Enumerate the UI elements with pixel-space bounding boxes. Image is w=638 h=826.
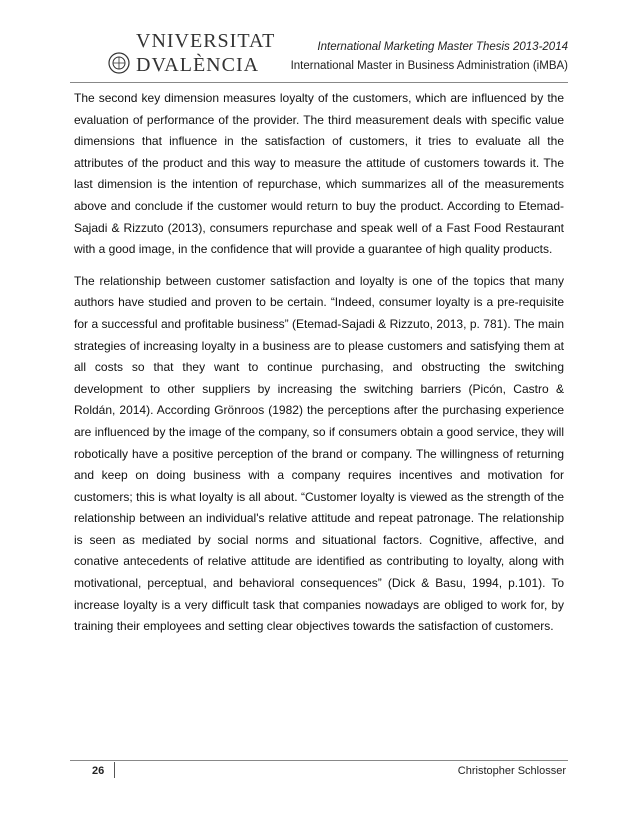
thesis-title: International Marketing Master Thesis 2013-2014 [317,41,568,53]
logo-line-1: VNIVERSITAT [136,30,276,52]
paragraph: The second key dimension measures loyalty of the customers, which are influenced by the evaluation of performance of the provider. The third measurement deals with specific value dimensions that influence in the satisfaction of customers, it tries to evaluate all the attributes of the product and this way to measure the attitude of customers towards it. The last dimension is the intention of repurchase, which summarizes all of the measurements above and conclude if the customer would return to buy the product. According to Etemad-Sajadi & Rizzuto (2013), consumers repurchase and speak well of a Fast Food Restaurant with a good image, in the confidence that will provide a guarantee of high quality products. [74,91,564,257]
program-name: International Master in Business Administration (iMBA) [290,60,568,72]
document-body [74,88,564,648]
author-name: Christopher Schlosser [457,765,566,777]
footer-divider [70,760,568,761]
logo-line-2: DVALÈNCIA [136,54,260,76]
footer-separator [114,762,115,778]
paragraph: The relationship between customer satisfaction and loyalty is one of the topics that many authors have studied and proven to be certain. “Indeed, consumer loyalty is a pre-requisite for a successful and profitable business” (Etemad-Sajadi & Rizzuto, 2013, p. 781). The main strategies of increasing loyalty in a business are to please customers and satisfying them at all costs so that they want to continue purchasing, and obstructing the switching development to other suppliers by increasing the switching barriers (Picón, Castro & Roldán, 2014). According Grönroos (1982) the perceptions after the purchasing experience are influenced by the image of the company, so if consumers obtain a good service, they will robotically have a positive perception of the brand or company. The willingness of returning and keep on doing business with a company requires incentives and motivation for customers; this is what loyalty is all about. “Customer loyalty is viewed as the strength of the relationship between an individual's relative attitude and repeat patronage. The relationship is seen as mediated by social norms and situational factors. Cognitive, affective, and conative antecedents of relative attitude are identified as contributing to loyalty, along with motivational, perceptual, and behavioral consequences” (Dick & Basu, 1994, p.101). To increase loyalty is a very difficult task that companies nowadays are obliged to work for, by training their employees and setting clear objectives towards the satisfaction of customers. [74,273,564,634]
page-header [291,38,568,76]
page-number: 26 [92,765,105,777]
university-logo [106,28,276,80]
header-divider [70,82,568,83]
page-footer [70,762,568,782]
university-seal-icon [108,52,130,74]
